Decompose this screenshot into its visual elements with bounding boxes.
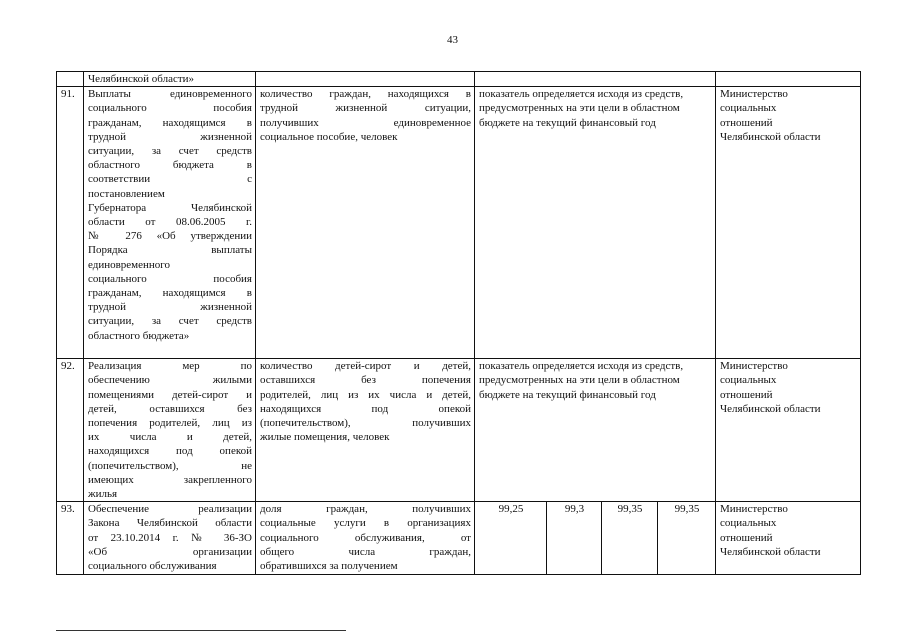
text-line: социальных [720, 374, 777, 387]
text-line: получивших единовременное [260, 116, 471, 129]
text-line: социальные услуги в организациях [260, 517, 471, 530]
text-line: трудной жизненной [88, 130, 252, 143]
text-line: Выплаты единовременного [88, 88, 252, 101]
name-cell [84, 502, 256, 575]
text-line: социального пособия [88, 102, 252, 115]
table-row [57, 502, 861, 575]
indicators-table [56, 71, 861, 575]
text-line: Министерство [720, 503, 788, 516]
responsible-cell [716, 72, 861, 87]
text-line: гражданам, находящимся в [88, 116, 252, 129]
indicator-cell [256, 72, 475, 87]
responsible-cell [716, 87, 861, 359]
name-cell [84, 359, 256, 502]
bottom-rule [56, 630, 346, 631]
name-cell: Челябинской области» [84, 72, 256, 87]
row-number: 93. [57, 502, 84, 575]
text-line: оставшихся без попечения [260, 374, 471, 387]
text-line: попечения родителей, лиц из [88, 417, 252, 430]
indicator-cell [256, 502, 475, 575]
text-line: находящихся под опекой [260, 402, 471, 415]
value-year-3: 99,35 [602, 502, 658, 575]
text-line: ситуации, за счет средств [88, 315, 252, 328]
text-line: предусмотренных на эти цели в областном [479, 374, 680, 387]
text-line: отношений [720, 116, 773, 129]
text-line: социального обслуживания [88, 560, 217, 573]
text-line: соответствии с [88, 173, 252, 186]
table-row-continuation [57, 72, 861, 87]
value-year-1: 99,25 [475, 502, 547, 575]
text-line: области от 08.06.2005 г. [88, 216, 252, 229]
text-line: «Об организации [88, 545, 252, 558]
text-line: общего числа граждан, [260, 545, 471, 558]
value-note-cell [475, 87, 716, 359]
text-line: гражданам, находящимся в [88, 287, 252, 300]
text-line: Челябинской области [720, 402, 821, 415]
text-line: Губернатора Челябинской [88, 201, 252, 214]
text-line: социального пособия [88, 272, 252, 285]
text-line: находящихся под опекой [88, 445, 252, 458]
text-line: бюджете на текущий финансовый год [479, 116, 656, 129]
text-line: отношений [720, 531, 773, 544]
text-line: помещениями детей-сирот и [88, 388, 252, 401]
text-line: Челябинской области [720, 545, 821, 558]
responsible-cell [716, 359, 861, 502]
text-line: Челябинской области [720, 130, 821, 143]
text-line: (попечительством), получивших [260, 417, 471, 430]
text-line: Обеспечение реализации [88, 503, 252, 516]
text-line: социальное пособие, человек [260, 130, 398, 143]
text-line: детей, оставшихся без [88, 402, 252, 415]
text-line: родителей, лиц из их числа и детей, [260, 388, 471, 401]
value-note-cell [475, 359, 716, 502]
text-line: показатель определяется исходя из средств, [479, 88, 684, 101]
text-line: количество граждан, находящихся в [260, 88, 471, 101]
text-line: трудной жизненной ситуации, [260, 102, 471, 115]
text-line: социальных [720, 517, 777, 530]
text-line: жилые помещения, человек [260, 431, 390, 444]
num-cell [57, 72, 84, 87]
indicator-cell [256, 359, 475, 502]
text-line: областного бюджета в [88, 159, 252, 172]
text-line: (попечительством), не [88, 459, 252, 472]
page-number: 43 [447, 34, 458, 46]
text-line: социальных [720, 102, 777, 115]
text-line: количество детей-сирот и детей, [260, 360, 471, 373]
text-line: Министерство [720, 360, 788, 373]
text-line: трудной жизненной [88, 301, 252, 314]
name-cell [84, 87, 256, 359]
text-line: постановлением [88, 187, 165, 200]
text-line: имеющих закрепленного [88, 473, 252, 486]
value-year-2: 99,3 [547, 502, 602, 575]
text-line: областного бюджета» [88, 329, 190, 342]
text-line: обеспечению жилыми [88, 374, 252, 387]
indicator-cell [256, 87, 475, 359]
responsible-cell [716, 502, 861, 575]
text-line: ситуации, за счет средств [88, 145, 252, 158]
text-line: социального обслуживания, от [260, 531, 471, 544]
text-line: доля граждан, получивших [260, 503, 471, 516]
text-line: обратившихся за получением [260, 560, 398, 573]
value-year-4: 99,35 [658, 502, 716, 575]
table-row [57, 359, 861, 502]
text-line: от 23.10.2014 г. № 36-ЗО [88, 531, 252, 544]
text-line: Порядка выплаты [88, 244, 252, 257]
text-line: № 276 «Об утверждении [88, 230, 252, 243]
text-line: бюджете на текущий финансовый год [479, 388, 656, 401]
row-number: 92. [57, 359, 84, 502]
text-line: их числа и детей, [88, 431, 252, 444]
text-line: Закона Челябинской области [88, 517, 252, 530]
text-line: Реализация мер по [88, 360, 252, 373]
row-number: 91. [57, 87, 84, 359]
text-line: жилья [88, 488, 118, 501]
values-cell [475, 72, 716, 87]
text-line: единовременного [88, 258, 171, 271]
text-line: отношений [720, 388, 773, 401]
text-line: Министерство [720, 88, 788, 101]
table-row [57, 87, 861, 359]
text-line: предусмотренных на эти цели в областном [479, 102, 680, 115]
text-line: показатель определяется исходя из средств, [479, 360, 684, 373]
